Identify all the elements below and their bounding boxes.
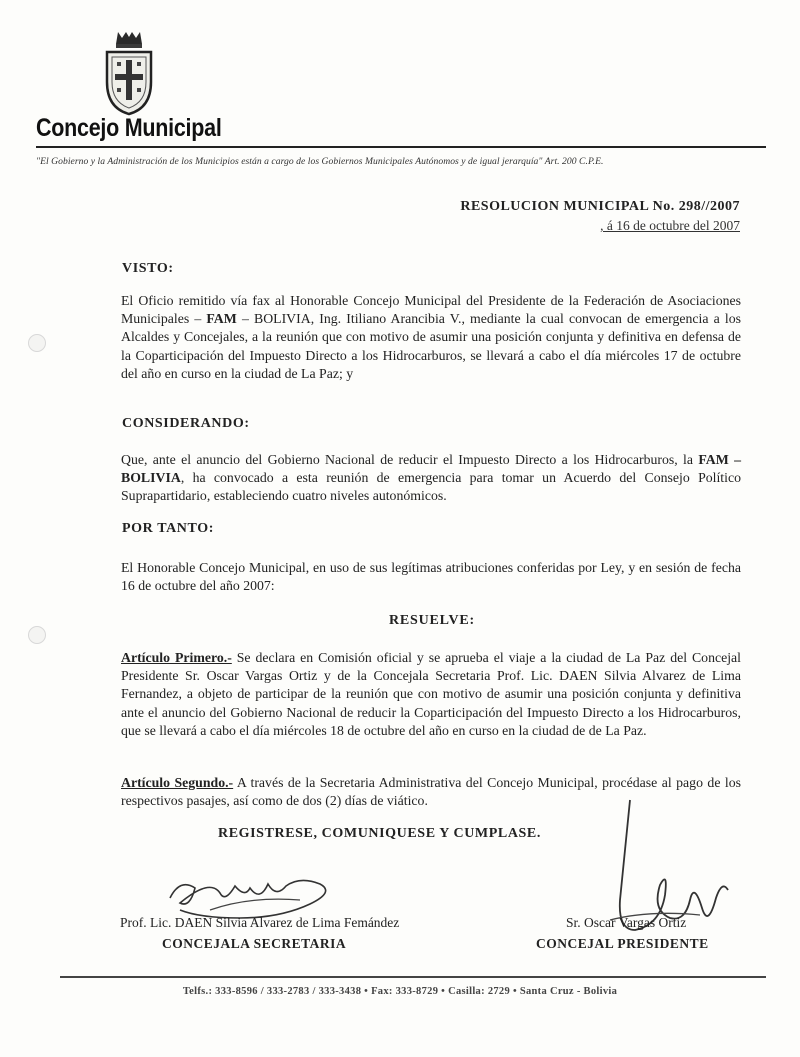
left-signatory-role: CONCEJALA SECRETARIA [162, 936, 347, 951]
right-signature-icon [590, 790, 750, 960]
article-first-text: Se declara en Comisión oficial y se aprueba el viaje a la ciudad de La Paz del Concejal Presidente Sr. Oscar Vargas Ortiz y de la Concejala Secretaria Prof. Lic. DAEN Silvia Alvarez de Lima Fernandez, a objeto de participar de la reunión que con motivo de asumir una posición conjunta y definitiva ante el anuncio del Gobierno Nacional de reducir la Coparticipación del Impuesto Directo a los Hidrocarburos, que se llevará a cabo el día miércoles 18 de octubre del año en curso en la ciudad de de La Paz. [121, 650, 742, 738]
visto-paragraph [121, 292, 741, 383]
considerando-text-1: Que, ante el anuncio del Gobierno Nacional de reducir el Impuesto Directo a los Hidrocarburos, la [121, 452, 699, 467]
header-rule [36, 146, 766, 148]
visto-text-1: El Oficio remitido vía fax al Honorable Concejo Municipal del Presidente de la Federación de Asociaciones Municipales – [121, 293, 741, 327]
considerando-heading: CONSIDERANDO: [122, 416, 250, 431]
article-second-text: A través de la Secretaria Administrativa del Concejo Municipal, procédase al pago de los respectivos pasajes, así como de dos (2) días de viático. [121, 775, 741, 809]
por-tanto-paragraph: El Honorable Concejo Municipal, en uso de sus legítimas atribuciones conferidas por Ley, y en sesión de fecha 16 de octubre del año 2007: [121, 560, 741, 594]
resuelve-heading: RESUELVE: [388, 613, 476, 628]
article-first [121, 649, 741, 740]
considerando-text-2: , ha convocado a esta reunión de emergencia para tomar un Acuerdo del Consejo Político Suprapartidario, estableciendo cuatro niveles autonómicos. [121, 470, 741, 504]
right-signatory-name: Sr. Oscar Vargas Ortiz [566, 915, 687, 930]
considerando-paragraph [121, 451, 741, 506]
considerando-bold: FAM – BOLIVIA [121, 452, 741, 486]
contact-footer: Telfs.: 333-8596 / 333-2783 / 333-3438 • Fax: 333-8729 • Casilla: 2729 • Santa Cruz - Bolivia [182, 986, 618, 997]
visto-text-2: – BOLIVIA, Ing. Itiliano Arancibia V., mediante la cual convocan de emergencia a los Alcaldes y Concejales, a la reunión que con motivo de asumir una posición conjunta y definitiva en defensa de la Coparticipación del Impuesto Directo a los Hidrocarburos, se llevará a cabo el día miércoles 17 de octubre del año en curso en la ciudad de La Paz; y [121, 311, 741, 381]
visto-bold: FAM [206, 311, 237, 327]
article-second-label: Artículo Segundo.- [121, 775, 234, 790]
right-signatory-role: CONCEJAL PRESIDENTE [536, 936, 709, 951]
article-first-label: Artículo Primero.- [121, 650, 232, 665]
visto-heading: VISTO: [122, 261, 174, 276]
council-brand: Concejo Municipal [36, 114, 222, 142]
left-signatory-name: Prof. Lic. DAEN Silvia Alvarez de Lima Femández [120, 915, 400, 930]
coat-of-arms-icon [104, 30, 154, 116]
resolution-title: RESOLUCION MUNICIPAL No. 298//2007 [460, 199, 740, 214]
resolution-date: , á 16 de octubre del 2007 [600, 218, 740, 233]
footer-rule [60, 976, 766, 978]
header-motto: "El Gobierno y la Administración de los Municipios están a cargo de los Gobiernos Municipales Autónomos y de igual jerarquía" Art. 200 C.P.E. [36, 156, 604, 167]
punch-hole-top [28, 334, 46, 352]
por-tanto-heading: POR TANTO: [122, 521, 214, 536]
closing-statement: REGISTRESE, COMUNIQUESE Y CUMPLASE. [218, 826, 541, 841]
